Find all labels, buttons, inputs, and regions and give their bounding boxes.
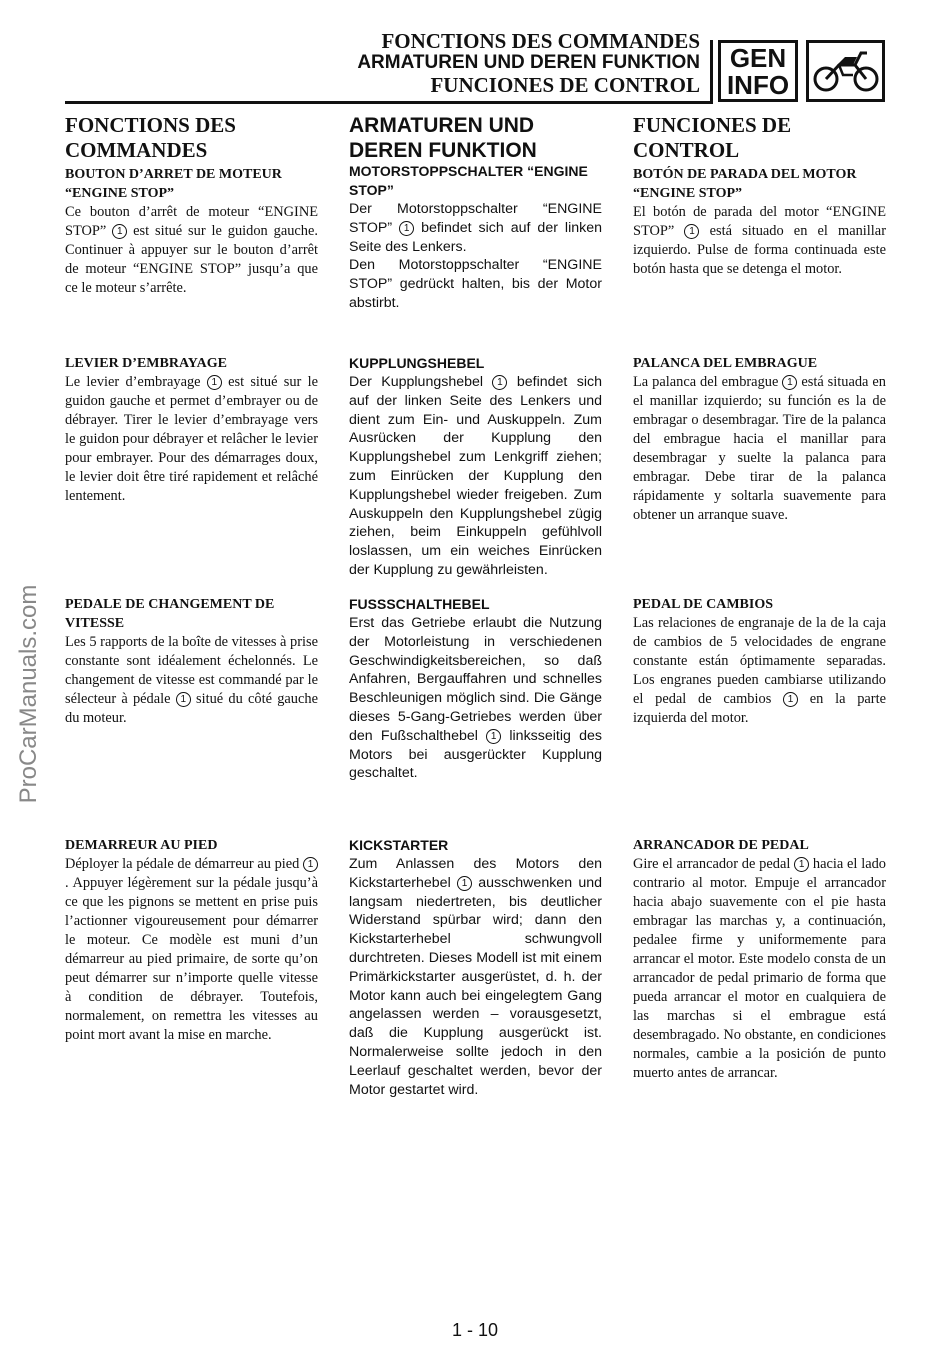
subheading: PEDAL DE CAMBIOS xyxy=(633,597,774,612)
paragraph-text: Erst das Getriebe erlaubt die Nutzung der Motorleistung in verschiedenen Geschwindigkeitsbereichen, so daß Anfahren, Bergauffahren und schnelles Beschleunigen möglich sind. Die Gänge dieses 5-Gang-Getriebes werden über den Fußschalthebel xyxy=(349,615,602,744)
badge-line-2: INFO xyxy=(726,70,790,100)
de-clutch-lever xyxy=(349,354,602,580)
paragraph-text: Gire el arrancador de pedal xyxy=(633,856,791,872)
header-divider xyxy=(710,40,713,104)
column-german xyxy=(349,113,602,163)
subheading: LEVIER D’EMBRAYAGE xyxy=(65,356,227,371)
callout-number: 1 xyxy=(782,375,797,390)
header-title-fr: FONCTIONS DES COMMANDES xyxy=(381,29,700,53)
paragraph-text: Déployer la pédale de démarreur au pied xyxy=(65,856,300,872)
callout-number: 1 xyxy=(303,857,318,872)
paragraph-text: está situada en el manillar izquierdo; su función es la de embragar o desembragar. Tire de la palanca del embrague hacia el manillar para desembragar y suelte la palanca para embragar. Debe tirar de la palanca rápidamente y soltarla suavemente para obtener un arranque suave. xyxy=(633,374,886,523)
paragraph-text: El botón de parada del motor “ENGINE STOP” xyxy=(633,204,886,239)
section-title-fr: FONCTIONS DES COMMANDES xyxy=(65,113,236,162)
callout-number: 1 xyxy=(399,221,414,236)
subheading: KICKSTARTER xyxy=(349,837,449,853)
subheading: ARRANCADOR DE PEDAL xyxy=(633,838,809,853)
callout-number: 1 xyxy=(457,876,472,891)
paragraph-text: Der Motorstoppschalter “ENGINE STOP” xyxy=(349,201,602,236)
callout-number: 1 xyxy=(492,375,507,390)
callout-number: 1 xyxy=(207,375,222,390)
paragraph-text: linksseitig des Motors bei ausgerückter Kupplung geschaltet. xyxy=(349,727,602,782)
callout-number: 1 xyxy=(783,692,798,707)
section-title-de: ARMATUREN UND DEREN FUNKTION xyxy=(349,114,537,162)
paragraph-text: est situé sur le guidon gauche et permet d’embrayer ou de débrayer. Tirer le levier d’embrayage vers le guidon pour débrayer et relâcher le levier pour embrayer. Pour des démarrages doux, le levier doit être tiré rapidement et relâché lentement. xyxy=(65,374,318,504)
paragraph-text: Le levier d’embrayage xyxy=(65,374,201,390)
subheading: BOUTON D’ARRET DE MOTEUR “ENGINE STOP” xyxy=(65,167,282,201)
column-spanish xyxy=(633,113,886,163)
paragraph-text: Ce bouton d’arrêt de moteur “ENGINE STOP” xyxy=(65,204,318,239)
es-engine-stop xyxy=(633,165,886,279)
subheading: FUSSSCHALTHEBEL xyxy=(349,596,490,612)
subheading: MOTORSTOPPSCHALTER “ENGINE STOP” xyxy=(349,163,588,198)
paragraph-text: Les 5 rapports de la boîte de vitesses à prise constante sont idéalement échelonnés. Le changement de vitesse est commandé par le sélecteur à pédale xyxy=(65,634,318,707)
es-clutch-lever xyxy=(633,354,886,525)
paragraph-text: en la parte izquierda del motor. xyxy=(633,691,886,726)
section-title-es: FUNCIONES DE CONTROL xyxy=(633,113,792,162)
es-kickstarter xyxy=(633,836,886,1083)
subheading: KUPPLUNGSHEBEL xyxy=(349,355,485,371)
header-title-de: ARMATUREN UND DEREN FUNKTION xyxy=(357,52,700,73)
column-french xyxy=(65,113,318,163)
fr-clutch-lever xyxy=(65,354,318,506)
paragraph-text: Las relaciones de engranaje de la de la caja de cambios de 5 velocidades de engrane constante están óptimamente separadas. Los engranes pueden cambiarse utilizando el pedal de cambios xyxy=(633,615,886,707)
paragraph-text: Der Kupplungshebel xyxy=(349,374,484,390)
subheading: PALANCA DEL EMBRAGUE xyxy=(633,356,818,371)
badge-line-1: GEN xyxy=(729,43,787,73)
paragraph-text: ausschwenken und langsam niedertreten, bis deutlicher Widerstand spürbar wird; dann den Kickstarterhebel schwungvoll durchtreten. Dieses Modell ist mit einem Primärkickstarter ausgerüstet, d. h. der Motor kann auch bei eingelegtem Gang angelassen werden – vorausgesetzt, daß die Kupplung ausgerückt ist. Normalerweise sollte jedoch in den Leerlauf geschaltet werden, bevor der Motor gestartet wird. xyxy=(349,874,602,1098)
subheading: BOTÓN DE PARADA DEL MOTOR “ENGINE STOP” xyxy=(633,167,857,201)
paragraph-text: está situado en el manillar izquierdo. Pulse de forma continuada este botón hasta que se detenga el motor. xyxy=(633,223,886,277)
paragraph-text: befindet sich auf der linken Seite des Lenkers und dient zum Ein- und Auskuppeln. Zum Ausrücken der Kupplung den Kupplungshebel zum Lenkgriff ziehen; zum Einrücken der Kupplung den Kupplungshebel wieder freigeben. Zum Auskuppeln den Kupplungshebel zügig ziehen, beim Einkuppeln gefühlvoll loslassen, um ein weiches Einrücken der Kupplung zu gewährleisten. xyxy=(349,374,602,578)
paragraph-text: Zum Anlassen des Motors den Kickstarterhebel xyxy=(349,856,602,891)
callout-number: 1 xyxy=(176,692,191,707)
header-rule xyxy=(65,101,710,104)
de-shift-pedal xyxy=(349,595,602,783)
fr-shift-pedal xyxy=(65,595,318,728)
paragraph-text: hacia el lado contrario al motor. Empuje el arrancador hacia abajo suavemente con el pie hasta embragar las marchas y, a continuación, pedalee firme y uniformemente para arrancar el motor. Este modelo consta de un arrancador de pedal primario de forma que pueda arrancar el motor en cualquiera de las marchas si el embrague está desembragado. No obstante, en condiciones normales, cambie a la posición de punto muerto antes de arrancar. xyxy=(633,856,886,1081)
gen-info-badge xyxy=(718,40,798,102)
subheading: PEDALE DE CHANGEMENT DE VITESSE xyxy=(65,597,275,631)
callout-number: 1 xyxy=(684,224,699,239)
paragraph-text: situé du côté gauche du moteur. xyxy=(65,691,318,726)
callout-number: 1 xyxy=(486,729,501,744)
page-number: 1 - 10 xyxy=(451,1320,499,1340)
de-kickstarter xyxy=(349,836,602,1099)
paragraph-text: . Appuyer légèrement sur la pédale jusqu’à ce que les pignons se mettent en prise puis l’actionner vigoureusement pour démarrer le moteur. Ce modèle est muni d’un démarreur au pied primaire, de sorte qu’on peut démarrer sur n’importe quelle vitesse à condition de débrayer. Toutefois, normalement, on remettra les vitesses au point mort avant la mise en marche. xyxy=(65,875,318,1043)
watermark: ProCarManuals.com xyxy=(15,584,42,804)
fr-kickstarter xyxy=(65,836,318,1045)
callout-number: 1 xyxy=(794,857,809,872)
fr-engine-stop xyxy=(65,165,318,298)
header-title-es: FUNCIONES DE CONTROL xyxy=(430,73,700,97)
paragraph-text: est situé sur le guidon gauche. Continuer à appuyer sur le bouton d’arrêt de moteur “ENGINE STOP” jusqu’a que ce le moteur s’arrête. xyxy=(65,223,318,296)
es-shift-pedal xyxy=(633,595,886,728)
callout-number: 1 xyxy=(112,224,127,239)
page-header-titles xyxy=(357,30,700,96)
paragraph-text: Den Motorstoppschalter “ENGINE STOP” gedrückt halten, bis der Motor abstirbt. xyxy=(349,257,602,311)
paragraph-text: La palanca del embrague xyxy=(633,374,779,390)
paragraph-text: befindet sich auf der linken Seite des Lenkers. xyxy=(349,219,602,255)
de-engine-stop xyxy=(349,162,602,313)
subheading: DEMARREUR AU PIED xyxy=(65,838,218,853)
motorcycle-icon xyxy=(806,40,885,102)
